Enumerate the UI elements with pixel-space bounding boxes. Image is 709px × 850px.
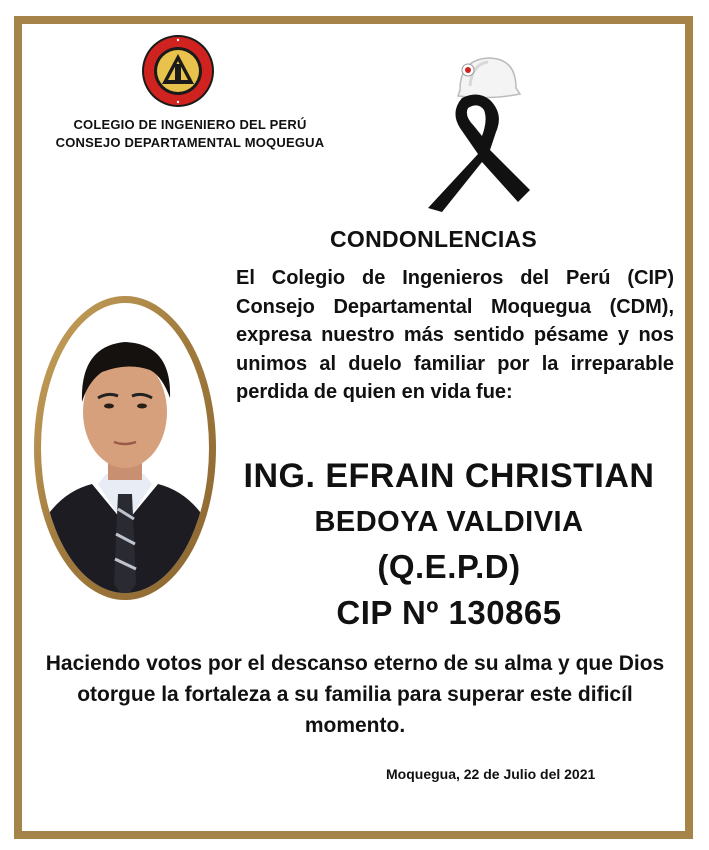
mourning-ribbon-hardhat-icon [420,50,530,215]
portrait-photo [32,294,218,602]
cip-seal-logo [141,34,215,108]
cip-number: CIP Nº 130865 [336,594,562,631]
date-line: Moquegua, 22 de Julio del 2021 [386,766,596,782]
name-line-2: BEDOYA VALDIVIA [314,506,584,538]
closing-message: Haciendo votos por el descanso eterno de su alma y que Dios otorgue la fortaleza a su familia para superar este dificíl momento. [45,652,665,737]
org-line-1: COLEGIO DE INGENIERO DEL PERÚ [73,117,307,132]
org-line-2: CONSEJO DEPARTAMENTAL MOQUEGUA [55,135,325,150]
condolence-message: El Colegio de Ingenieros del Perú (CIP) Consejo Departamental Moquegua (CDM), expresa nuestro más sentido pésame y nos unimos al duelo familiar por la irreparable perdida de quien en vida fue: [236,267,674,403]
condolences-title: CONDONLENCIAS [330,226,538,252]
name-line-1: ING. EFRAIN CHRISTIAN [243,457,655,495]
organization-name [30,116,350,152]
deceased-name-block [230,452,668,636]
qepd-label: (Q.E.P.D) [377,548,521,585]
